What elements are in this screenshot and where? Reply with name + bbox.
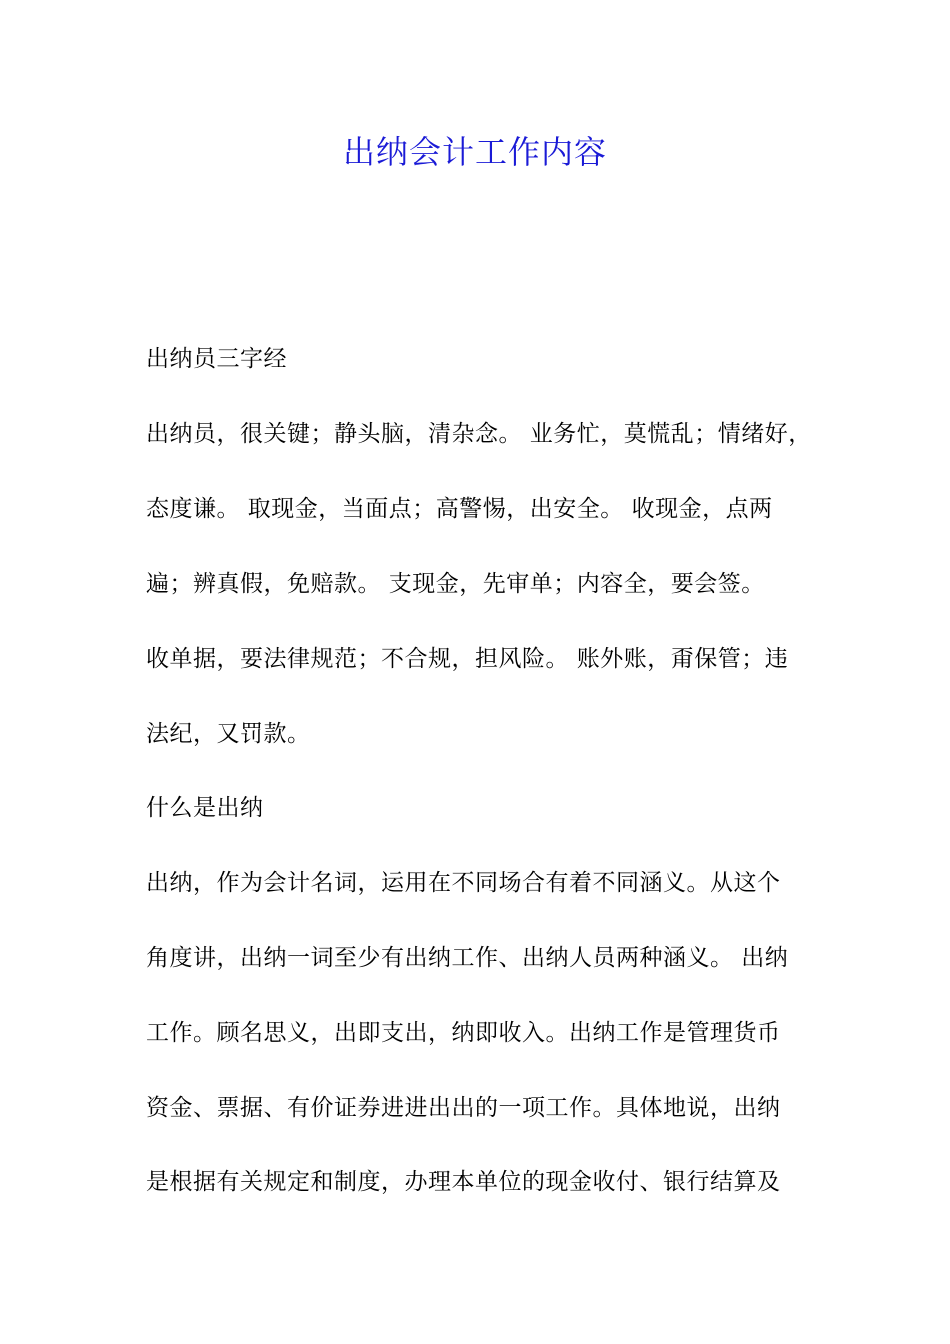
- body-line: 出纳，作为会计名词，运用在不同场合有着不同涵义。从这个: [146, 870, 781, 896]
- body-line: 角度讲，出纳一词至少有出纳工作、出纳人员两种涵义。 出纳: [146, 945, 789, 971]
- section-heading-sanzijing: 出纳员三字经: [146, 346, 287, 372]
- body-line: 收单据，要法律规范；不合规，担风险。 账外账，甭保管；违: [146, 646, 789, 672]
- document-title: 出纳会计工作内容: [342, 133, 607, 171]
- body-line: 工作。顾名思义，出即支出，纳即收入。出纳工作是管理货币: [146, 1020, 781, 1046]
- body-line: 遍；辨真假，免赔款。 支现金，先审单；内容全，要会签。: [146, 571, 765, 597]
- body-line: 态度谦。 取现金，当面点；高警惕，出安全。 收现金，点两: [146, 496, 773, 522]
- body-line: 法纪，又罚款。: [146, 721, 311, 747]
- body-line: 是根据有关规定和制度，办理本单位的现金收付、银行结算及: [146, 1169, 781, 1195]
- body-line: 资金、票据、有价证券进进出出的一项工作。具体地说，出纳: [146, 1095, 781, 1121]
- body-line: 出纳员，很关键；静头脑，清杂念。 业务忙，莫慌乱；情绪好，: [146, 421, 812, 447]
- section-heading-what-is-chuna: 什么是出纳: [146, 795, 264, 821]
